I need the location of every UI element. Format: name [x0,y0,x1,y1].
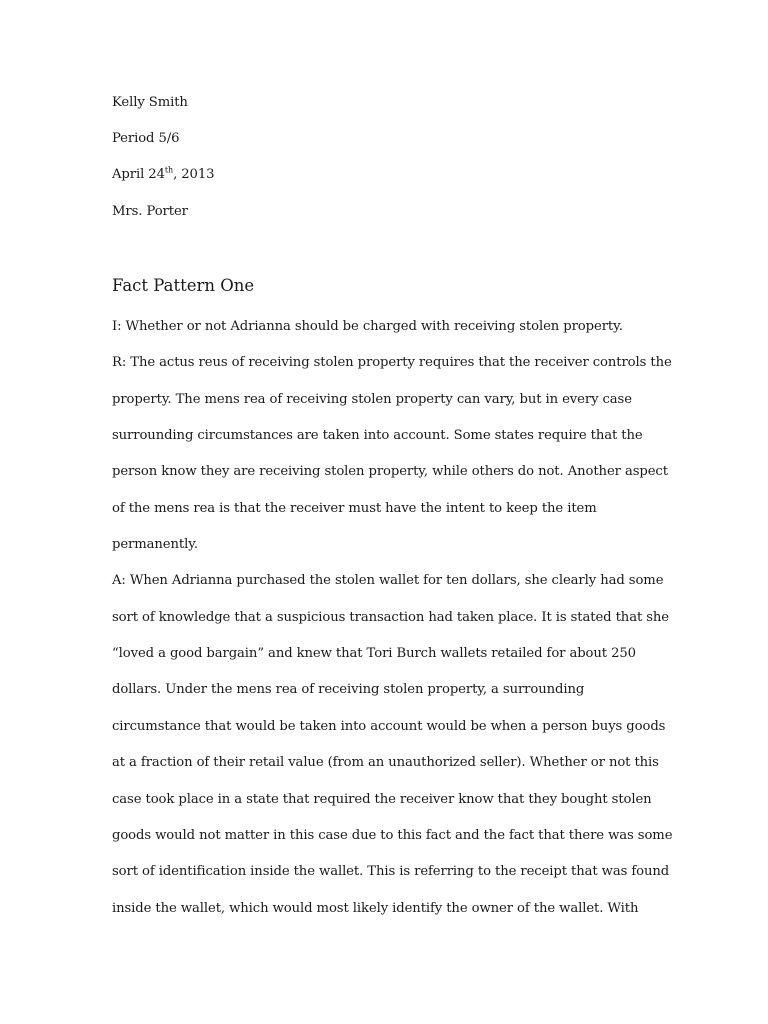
body-line-13: at a fraction of their retail value (from an unauthorized seller). Whether or not this [112,755,659,770]
author-name: Kelly Smith [112,95,188,110]
body-line-7: permanently. [112,537,198,552]
body-line-2: R: The actus reus of receiving stolen property requires that the receiver controls the [112,355,672,370]
body-line-4: surrounding circumstances are taken into account. Some states require that the [112,428,643,443]
date-month-day: April 24 [112,167,165,182]
body-line-6: of the mens rea is that the receiver must have the intent to keep the item [112,501,597,516]
document-date [112,166,214,184]
class-period: Period 5/6 [112,131,180,146]
body-line-3: property. The mens rea of receiving stolen property can vary, but in every case [112,392,632,407]
body-line-5: person know they are receiving stolen property, while others do not. Another aspect [112,464,668,479]
body-line-17: inside the wallet, which would most likely identify the owner of the wallet. With [112,901,639,916]
teacher-name: Mrs. Porter [112,204,188,219]
body-line-8: A: When Adrianna purchased the stolen wallet for ten dollars, she clearly had some [112,573,664,588]
body-line-10: “loved a good bargain” and knew that Tori Burch wallets retailed for about 250 [112,646,636,661]
body-line-11: dollars. Under the mens rea of receiving stolen property, a surrounding [112,682,585,697]
body-line-15: goods would not matter in this case due to this fact and the fact that there was some [112,828,673,843]
date-ordinal-suffix: th [164,165,174,175]
section-heading: Fact Pattern One [112,276,255,295]
date-year: , 2013 [173,167,215,182]
body-line-12: circumstance that would be taken into account would be when a person buys goods [112,719,666,734]
body-line-1: I: Whether or not Adrianna should be charged with receiving stolen property. [112,319,623,334]
body-line-16: sort of identification inside the wallet. This is referring to the receipt that was found [112,864,670,879]
body-line-14: case took place in a state that required the receiver know that they bought stolen [112,792,652,807]
body-line-9: sort of knowledge that a suspicious transaction had taken place. It is stated that she [112,610,670,625]
